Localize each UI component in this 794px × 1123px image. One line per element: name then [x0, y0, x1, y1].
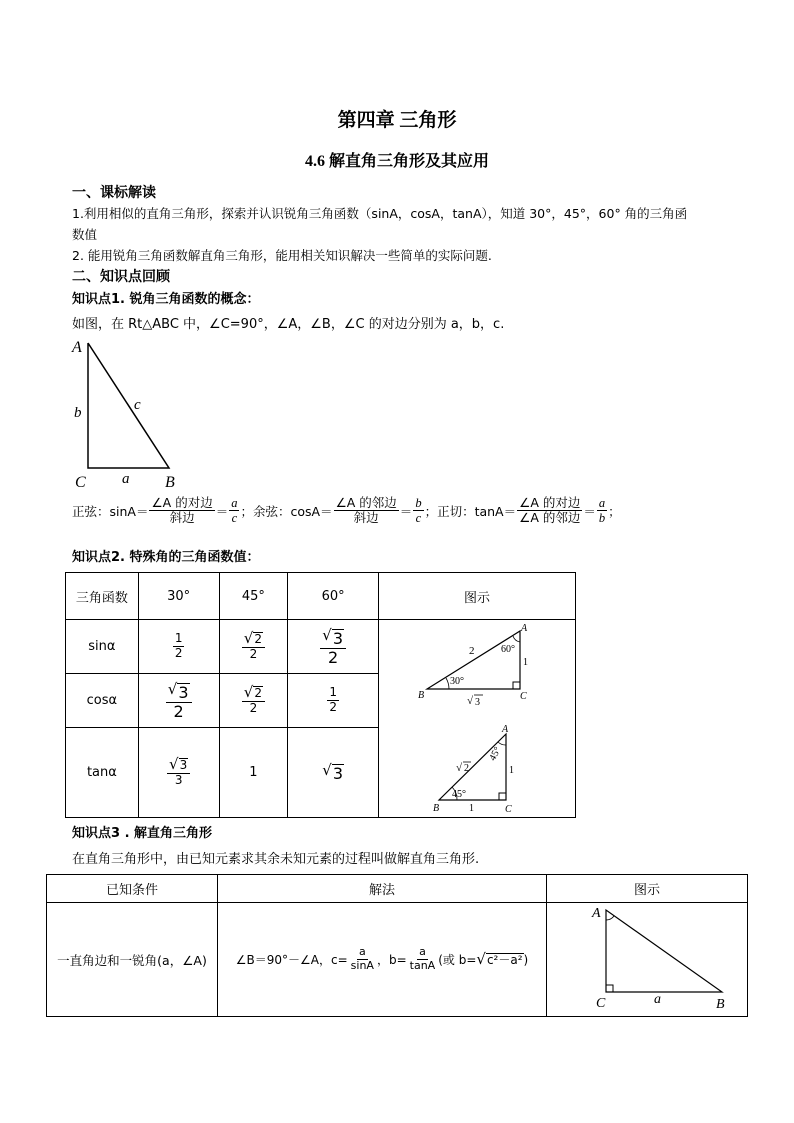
section1-heading: 一、课标解读 — [72, 185, 156, 201]
svg-text:C: C — [520, 690, 527, 702]
special-angle-table — [65, 572, 576, 818]
svg-text:a: a — [654, 991, 661, 1007]
tan30-cell: √ 3 3 — [138, 728, 219, 818]
section1-line1b: 数值 — [72, 227, 98, 242]
svg-text:2: 2 — [469, 644, 475, 657]
sin60-cell: √ 3 2 — [288, 620, 379, 674]
solution-cell: ∠B＝90°－∠A，c= $\frac{a}{\sin A}$ ，b= $\frac{a}{\tan A}$ (或 b= √ c²－a² ) — [218, 903, 547, 1017]
cos60-cell: $\frac{1}{2}$ — [288, 674, 379, 728]
svg-text:B: B — [418, 689, 425, 701]
svg-text:B: B — [433, 802, 440, 814]
sin-fraction: $\frac{\text{∠A 的对边}}{\text{斜边}}$ — [151, 495, 213, 526]
header-figure2: 图示 — [547, 875, 748, 903]
section1-line2: 2. 能用锐角三角函数解直角三角形，能用相关知识解决一些简单的实际问题. — [72, 248, 492, 263]
triangle-outline — [88, 343, 169, 468]
page-subtitle: 4.6 解直角三角形及其应用 — [304, 153, 489, 170]
svg-text:45°: 45° — [452, 788, 466, 800]
svg-text:45°: 45° — [487, 744, 504, 763]
section2-heading: 二、知识点回顾 — [72, 269, 170, 285]
row-sin: sinα — [66, 620, 139, 674]
tan-fraction: $\frac{\text{∠A 的对边}}{\text{∠A 的邻边}}$ — [519, 495, 581, 526]
figure-cell — [379, 620, 576, 818]
kp3-text: 在直角三角形中，由已知元素求其余未知元素的过程叫做解直角三角形. — [72, 852, 480, 867]
figure2-cell — [547, 903, 748, 1017]
header-60: 60° — [288, 573, 379, 620]
svg-text:30°: 30° — [450, 675, 464, 687]
svg-text:2: 2 — [464, 762, 469, 774]
svg-text:√: √ — [456, 761, 463, 774]
header-figure: 图示 — [379, 573, 576, 620]
sin-ratio: $\frac{a}{c}$ — [231, 496, 238, 526]
cos45-cell: √ 2 2 — [219, 674, 288, 728]
solve-triangle-table — [46, 874, 748, 1017]
vertex-c-label: C — [75, 474, 86, 491]
svg-text:3: 3 — [475, 696, 480, 708]
header-function: 三角函数 — [66, 573, 139, 620]
side-b-label: b — [74, 405, 82, 421]
sin30-cell: $\frac{1}{2}$ — [138, 620, 219, 674]
svg-text:60°: 60° — [501, 643, 515, 655]
sin45-cell: √ 2 2 — [219, 620, 288, 674]
right-triangle-figure — [70, 335, 190, 495]
kp1-text: 如图，在 Rt△ABC 中，∠C=90°，∠A，∠B，∠C 的对边分别为 a，b，c. — [72, 317, 505, 332]
tan-ratio: $\frac{a}{b}$ — [598, 496, 606, 526]
header-30: 30° — [138, 573, 219, 620]
page-title: 第四章 三角形 — [337, 110, 457, 131]
row-cos: cosα — [66, 674, 139, 728]
tan-label: ；正切：tanA＝ — [424, 503, 517, 519]
svg-text:C: C — [505, 803, 512, 815]
section1-line1: 1.利用相似的直角三角形，探索并认识锐角三角函数（sinA，cosA，tanA），知道 30°，45°，60° 角的三角函 — [72, 206, 688, 221]
condition-cell: 一直角边和一锐角(a，∠A) — [47, 903, 218, 1017]
kp1-heading: 知识点1. 锐角三角函数的概念： — [72, 292, 260, 307]
cos-label: ；余弦：cosA＝ — [240, 503, 333, 519]
cos30-cell: √ 3 2 — [138, 674, 219, 728]
side-a-label: a — [122, 471, 130, 487]
svg-text:A: A — [502, 723, 509, 735]
svg-text:A: A — [521, 622, 528, 634]
svg-text:1: 1 — [509, 764, 514, 776]
svg-text:C: C — [596, 995, 606, 1011]
triangle-30-60-figure — [379, 621, 575, 817]
svg-text:1: 1 — [469, 802, 474, 814]
svg-text:√: √ — [467, 694, 474, 707]
header-solution: 解法 — [218, 875, 547, 903]
svg-text:1: 1 — [523, 656, 528, 668]
side-c-label: c — [134, 397, 141, 413]
right-triangle-figure-2 — [562, 904, 732, 1016]
kp2-heading: 知识点2. 特殊角的三角函数值： — [72, 550, 260, 565]
row-tan: tanα — [66, 728, 139, 818]
tan60-cell: √ 3 — [288, 728, 379, 818]
kp3-heading: 知识点3 . 解直角三角形 — [72, 826, 213, 841]
tan45-cell: 1 — [219, 728, 288, 818]
sin-label: 正弦：sinA＝ — [72, 503, 149, 519]
svg-text:A: A — [592, 905, 601, 921]
vertex-b-label: B — [165, 474, 175, 491]
cos-ratio: $\frac{b}{c}$ — [415, 496, 422, 526]
header-condition: 已知条件 — [47, 875, 218, 903]
trig-definition-formula: 正弦：sinA＝ $\frac{\text{∠A 的对边}}{\text{斜边}}$ ＝ $\frac{a}{c}$ ；余弦：cosA＝ $\frac{\text{∠A 的邻边}}{\text{斜边}}$ ＝ $\frac{b}{c}$ ；正切：tanA＝ $\frac{\text{∠A 的对边}}{\text{∠A 的邻边}}$ ＝ $\frac{a}{b}$ ； — [72, 495, 621, 526]
svg-text:B: B — [716, 996, 725, 1012]
cos-fraction: $\frac{\text{∠A 的邻边}}{\text{斜边}}$ — [335, 495, 397, 526]
header-45: 45° — [219, 573, 288, 620]
vertex-a-label: A — [72, 339, 82, 356]
